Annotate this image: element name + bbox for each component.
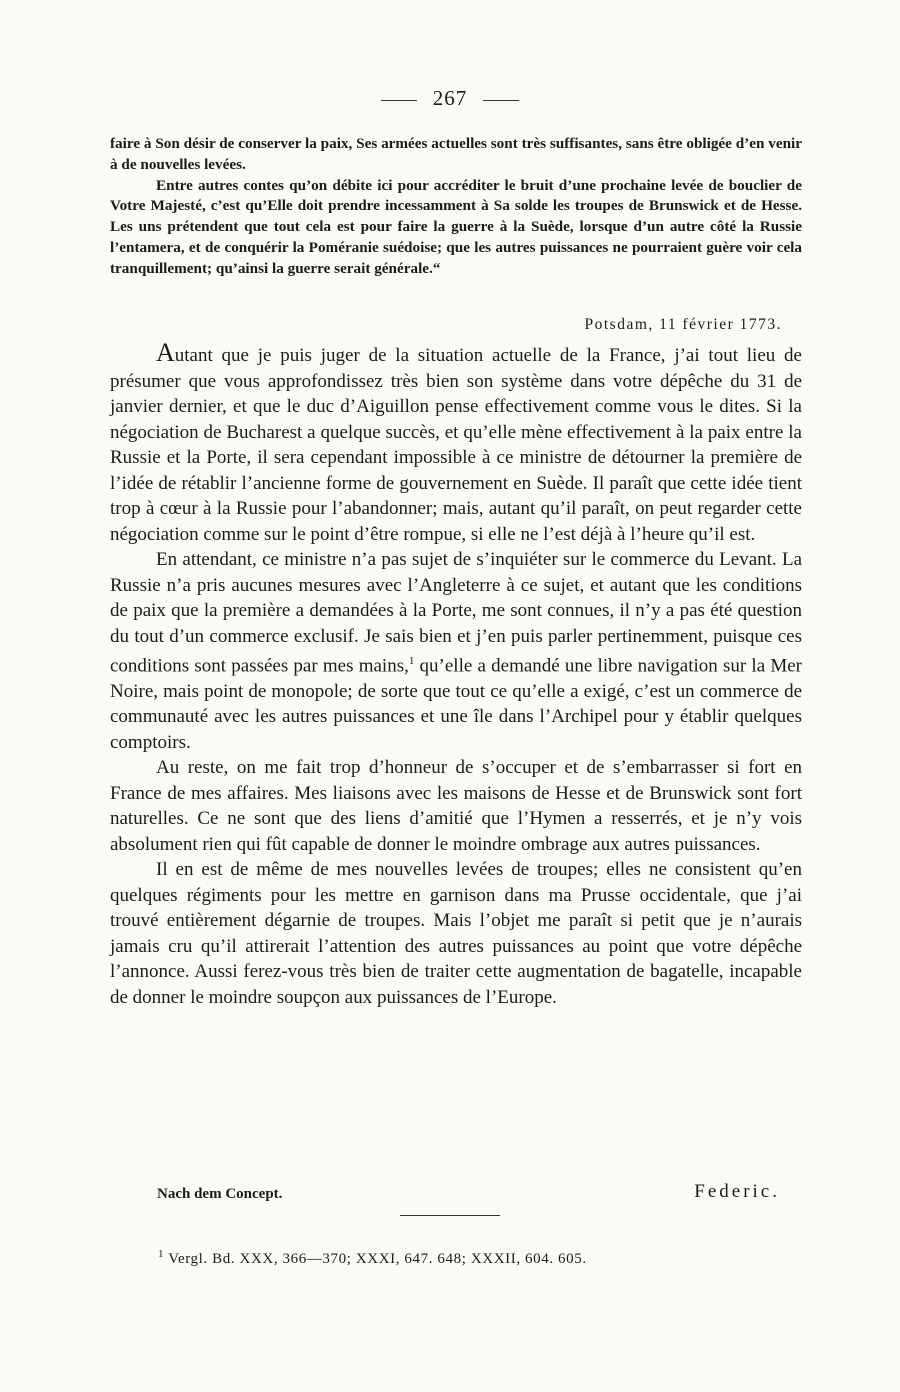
letter-paragraph-2-text-b: qu’elle a demandé une libre navigation sur la Mer Noire, mais point de monopole; de sorte que tout ce qu’elle a exigé, c’est un commerce de communauté avec les autres puissances et une île dans l’Archipel pour y établir quelques comptoirs. bbox=[110, 655, 802, 753]
letter-body bbox=[110, 340, 802, 1010]
page-number: 267 bbox=[432, 86, 468, 110]
letter-paragraph-1-text: utant que je puis juger de la situation actuelle de la France, j’ai tout lieu de présumer que vous approfondissez très bien son système dans votre dépêche du 31 de janvier dernier, et que le duc d’Aiguillon pense effectivement comme vous le dites. Si la négociation de Bucharest a quelque succès, et qu’elle mène effectivement à la paix entre la Russie et la Porte, il sera cependant impossible à ce ministre de détourner la première de l’idée de rétablir l’ancienne forme de gouvernement en Suède. Il paraît que cette idée tient trop à cœur à la Russie pour l’abandonner; mais, autant qu’il paraît, on peut regarder cette négociation comme sur le point d’être rompue, si elle ne l’est déjà à l’heure qu’il est. bbox=[110, 345, 802, 545]
header-dash-right bbox=[483, 100, 519, 101]
footnote-reference[interactable]: 1 bbox=[408, 655, 415, 667]
quoted-report bbox=[110, 134, 802, 280]
quote-paragraph-2: Entre autres contes qu’on débite ici pour accréditer le bruit d’une prochaine levée de bouclier de Votre Majesté, c’est qu’Elle doit prendre incessamment à Sa solde les troupes de Brunswick et de Hesse. Les uns prétendent que tout cela est pour faire la guerre à la Suède, lorsque d’un autre côté la Russie l’entamera, et de conquérir la Poméranie suédoise; que les autres puissances ne pourraient guère voir cela tranquillement; qu’ainsi la guerre serait générale.“ bbox=[110, 176, 802, 277]
letter-paragraph-2-text-a: En attendant, ce ministre n’a pas sujet de s’inquiéter sur le commerce du Levant. La Russie n’a pris aucunes mesures avec l’Angleterre à ce sujet, et autant que les conditions de paix que la première a demandées à la Porte, me sont connues, il n’y a pas été question du tout d’un commerce exclusif. Je sais bien et j’en puis parler pertinemment, puisque ces conditions sont passées par mes mains, bbox=[110, 549, 802, 677]
initial-letter: A bbox=[156, 338, 175, 367]
letter-paragraph-1 bbox=[110, 340, 802, 547]
footnote-text: Vergl. Bd. XXX, 366—370; XXXI, 647. 648; XXXII, 604. 605. bbox=[168, 1251, 587, 1267]
source-note: Nach dem Concept. bbox=[157, 1186, 283, 1202]
signature: Federic. bbox=[694, 1181, 780, 1202]
dateline: Potsdam, 11 février 1773. bbox=[584, 316, 782, 333]
footnote-divider bbox=[400, 1215, 500, 1216]
letter-paragraph-3: Au reste, on me fait trop d’honneur de s’occuper et de s’embarrasser si fort en France de mes affaires. Mes liaisons avec les maisons de Hesse et de Brunswick sont fort naturelles. Ce ne sont que des liens d’amitié que l’Hymen a resserrés, et je n’y vois absolument rien qui fût capable de donner le moindre ombrage aux autres puissances. bbox=[110, 757, 802, 855]
quote-paragraph-1: faire à Son désir de conserver la paix, Ses armées actuelles sont très suffisantes, sans être obligée d’en venir à de nouvelles levées. bbox=[110, 135, 802, 173]
header-dash-left bbox=[381, 100, 417, 101]
letter-paragraph-4: Il en est de même de mes nouvelles levées de troupes; elles ne consistent qu’en quelques régiments pour les mettre en garnison dans ma Prusse occidentale, que j’ai trouvé entièrement dégarnie de troupes. Mais l’objet me paraît si petit que je n’aurais jamais cru qu’il attirerait l’attention des autres puissances au point que votre dépêche l’annonce. Aussi ferez-vous très bien de traiter cette augmentation de bagatelle, incapable de donner le moindre soupçon aux puissances de l’Europe. bbox=[110, 859, 802, 1008]
footnote-marker: 1 bbox=[158, 1248, 165, 1260]
page-header bbox=[0, 86, 900, 111]
footnote bbox=[158, 1248, 587, 1268]
letter-paragraph-2 bbox=[110, 547, 802, 755]
